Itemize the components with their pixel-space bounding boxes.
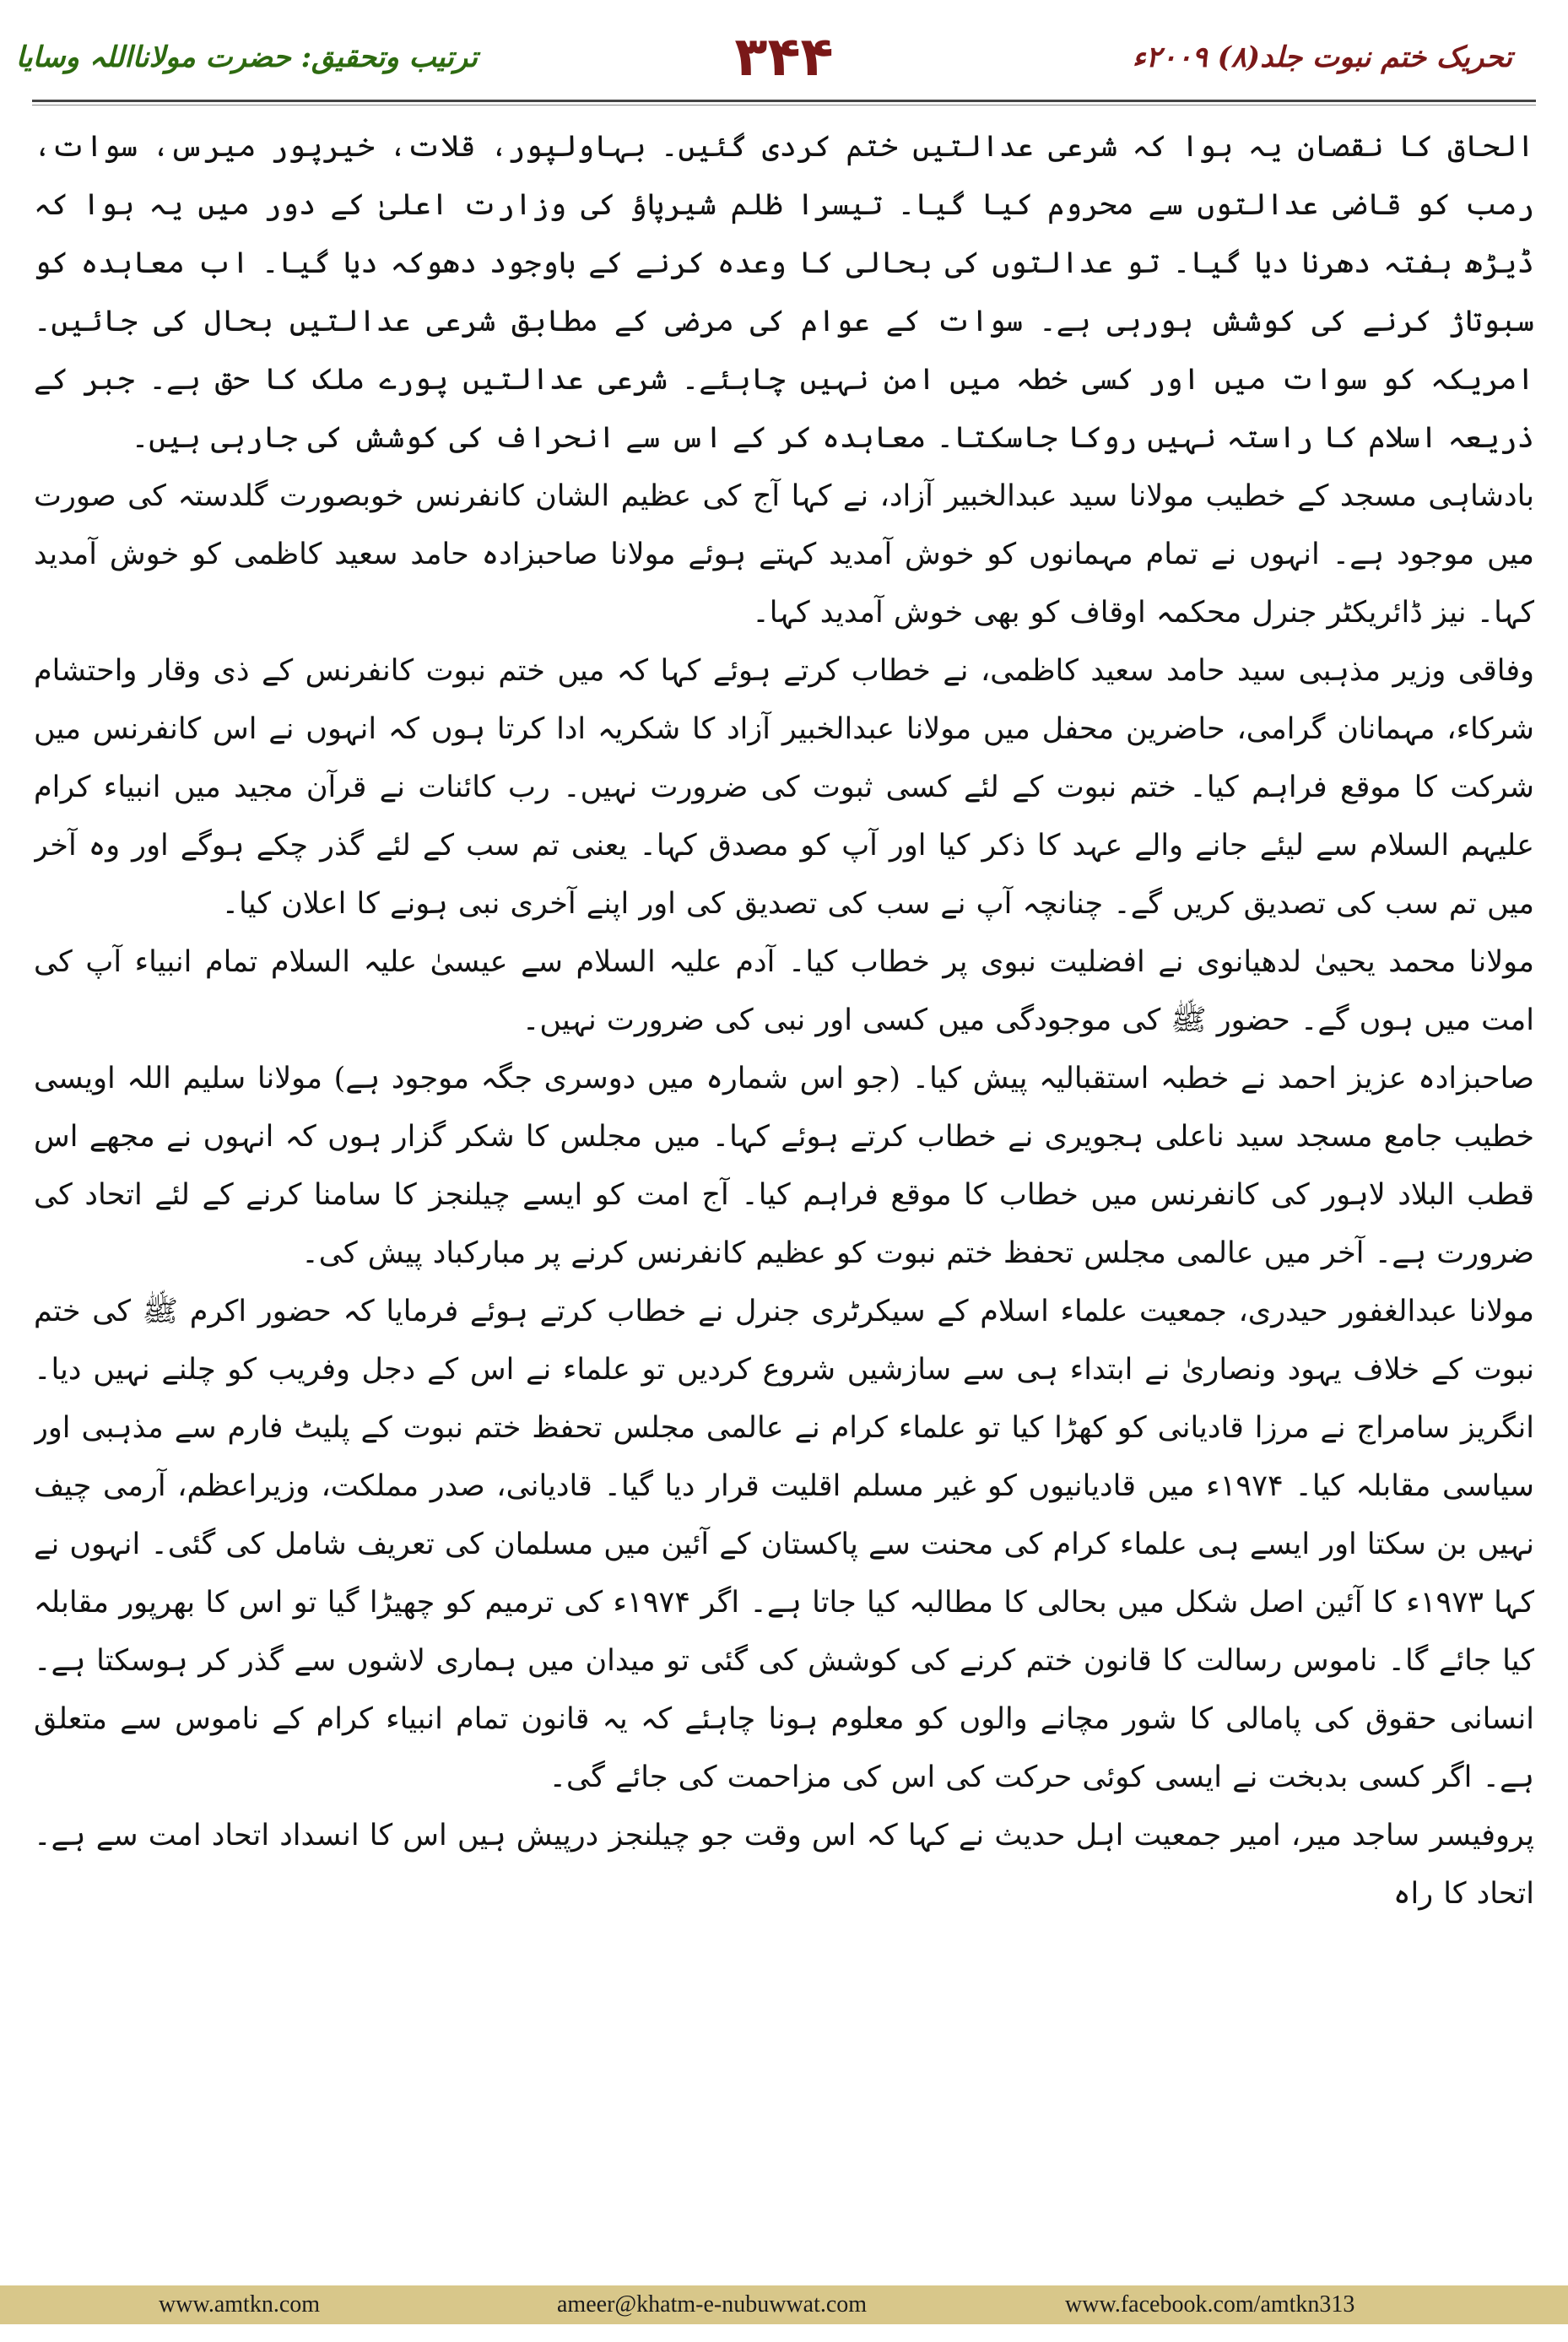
paragraph: پروفیسر ساجد میر، امیر جمعیت اہل حدیث نے کہا کہ اس وقت جو چیلنجز درپیش ہیں اس کا انسداد اتحاد امت سے ہے۔ اتحاد کا راہ (34, 1819, 1534, 1911)
page-number: ۳۴۴ (734, 26, 834, 89)
paragraph: مولانا عبدالغفور حیدری، جمعیت علماء اسلام کے سیکرٹری جنرل نے خطاب کرتے ہوئے فرمایا کہ حضور اکرم ﷺ کی ختم نبوت کے خلاف یہود ونصاریٰ نے ابتداء ہی سے سازشیں شروع کردیں تو علماء نے اس کے دجل وفریب کو چلنے نہیں دیا۔ انگریز سامراج نے مرزا قادیانی کو کھڑا کیا تو علماء کرام نے عالمی مجلس تحفظ ختم نبوت کے پلیٹ فارم سے مذہبی اور سیاسی مقابلہ کیا۔ ۱۹۷۴ء میں قادیانیوں کو غیر مسلم اقلیت قرار دیا گیا۔ قادیانی، صدر مملکت، وزیراعظم، آرمی چیف نہیں بن سکتا اور ایسے ہی علماء کرام کی محنت سے پاکستان کے آئین میں مسلمان کی تعریف شامل کی گئی۔ انہوں نے کہا ۱۹۷۳ء کا آئین اصل شکل میں بحالی کا مطالبہ کیا جاتا ہے۔ اگر ۱۹۷۴ء کی ترمیم کو چھیڑا گیا تو اس کا بھرپور مقابلہ کیا جائے گا۔ ناموس رسالت کا قانون ختم کرنے کی کوشش کی گئی تو میدان میں ہماری لاشوں سے گذر کر ہوسکتا ہے۔ انسانی حقوق کی پامالی کا شور مچانے والوں کو معلوم ہونا چاہئے کہ یہ قانون تمام انبیاء کرام کے ناموس سے متعلق ہے۔ اگر کسی بدبخت نے ایسی کوئی حرکت کی اس کی مزاحمت کی جائے گی۔ (34, 1295, 1534, 1794)
paragraph: الحاق کا نقصان یہ ہوا کہ شرعی عدالتیں ختم کردی گئیں۔ بہاولپور، قلات، خیرپور میرس، سوات، رمب کو قاضی عدالتوں سے محروم کیا گیا۔ تیسرا ظلم شیرپاؤ کی وزارت اعلیٰ کے دور میں یہ ہوا کہ ڈیڑھ ہفتہ دھرنا دیا گیا۔ تو عدالتوں کی بحالی کا وعدہ کرنے کے باوجود دھوکہ دیا گیا۔ اب معاہدہ کو سبوتاژ کرنے کی کوشش ہورہی ہے۔ سوات کے عوام کی مرضی کے مطابق شرعی عدالتیں بحال کی جائیں۔ امریکہ کو سوات میں اور کسی خطہ میں امن نہیں چاہئے۔ شرعی عدالتیں پورے ملک کا حق ہے۔ جبر کے ذریعہ اسلام کا راستہ نہیں روکا جاسکتا۔ معاہدہ کر کے اس سے انحراف کی کوشش کی جارہی ہیں۔ (34, 130, 1534, 455)
paragraph: صاحبزادہ عزیز احمد نے خطبہ استقبالیہ پیش کیا۔ (جو اس شمارہ میں دوسری جگہ موجود ہے) مولانا سلیم اللہ اویسی خطیب جامع مسجد سید ناعلی ہجویری نے خطاب کرتے ہوئے کہا۔ میں مجلس کا شکر گزار ہوں کہ انہوں نے مجھے اس قطب البلاد لاہور کی کانفرنس میں خطاب کا موقع فراہم کیا۔ آج امت کو ایسے چیلنجز کا سامنا کرنے کے لئے اتحاد کی ضرورت ہے۔ آخر میں عالمی مجلس تحفظ ختم نبوت کو عظیم کانفرنس کرنے پر مبارکباد پیش کی۔ (34, 1062, 1534, 1270)
running-title: تحریک ختم نبوت جلد(۸) ۲۰۰۹ء (1132, 41, 1512, 74)
footer-email-link[interactable]: ameer@khatm-e-nubuwwat.com (557, 2291, 868, 2318)
paragraph: وفاقی وزیر مذہبی سید حامد سعید کاظمی، نے خطاب کرتے ہوئے کہا کہ میں ختم نبوت کانفرنس کے ذی وقار واحتشام شرکاء، مہمانان گرامی، حاضرین محفل میں مولانا عبدالخبیر آزاد کا شکریہ ادا کرتا ہوں کہ انہوں نے اس کانفرنس میں شرکت کا موقع فراہم کیا۔ ختم نبوت کے لئے کسی ثبوت کی ضرورت نہیں۔ رب کائنات نے قرآن مجید میں انبیاء کرام علیہم السلام سے لیئے جانے والے عہد کا ذکر کیا اور آپ کو مصدق کہا۔ یعنی تم سب کے لئے گذر چکے ہوگے اور وہ آخر میں تم سب کی تصدیق کریں گے۔ چنانچہ آپ نے سب کی تصدیق کی اور اپنے آخری نبی ہونے کا اعلان کیا۔ (34, 654, 1534, 921)
article-body (34, 118, 1534, 2165)
footer-facebook-link[interactable]: www.facebook.com/amtkn313 (1065, 2291, 1355, 2318)
paragraph: مولانا محمد یحییٰ لدھیانوی نے افضلیت نبوی پر خطاب کیا۔ آدم علیہ السلام سے عیسیٰ علیہ السلام تمام انبیاء آپ کی امت میں ہوں گے۔ حضور ﷺ کی موجودگی میں کسی اور نبی کی ضرورت نہیں۔ (34, 945, 1534, 1037)
footer-website-link[interactable]: www.amtkn.com (159, 2291, 321, 2318)
editor-credit: ترتیب وتحقیق: حضرت مولانااللہ وسایا (15, 41, 478, 74)
paragraph: بادشاہی مسجد کے خطیب مولانا سید عبدالخبیر آزاد، نے کہا آج کی عظیم الشان کانفرنس خوبصورت گلدستہ کی صورت میں موجود ہے۔ انہوں نے تمام مہمانوں کو خوش آمدید کہتے ہوئے مولانا صاحبزادہ حامد سعید کاظمی کو خوش آمدید کہا۔ نیز ڈائریکٹر جنرل محکمہ اوقاف کو بھی خوش آمدید کہا۔ (34, 479, 1534, 630)
header-divider (32, 100, 1536, 102)
